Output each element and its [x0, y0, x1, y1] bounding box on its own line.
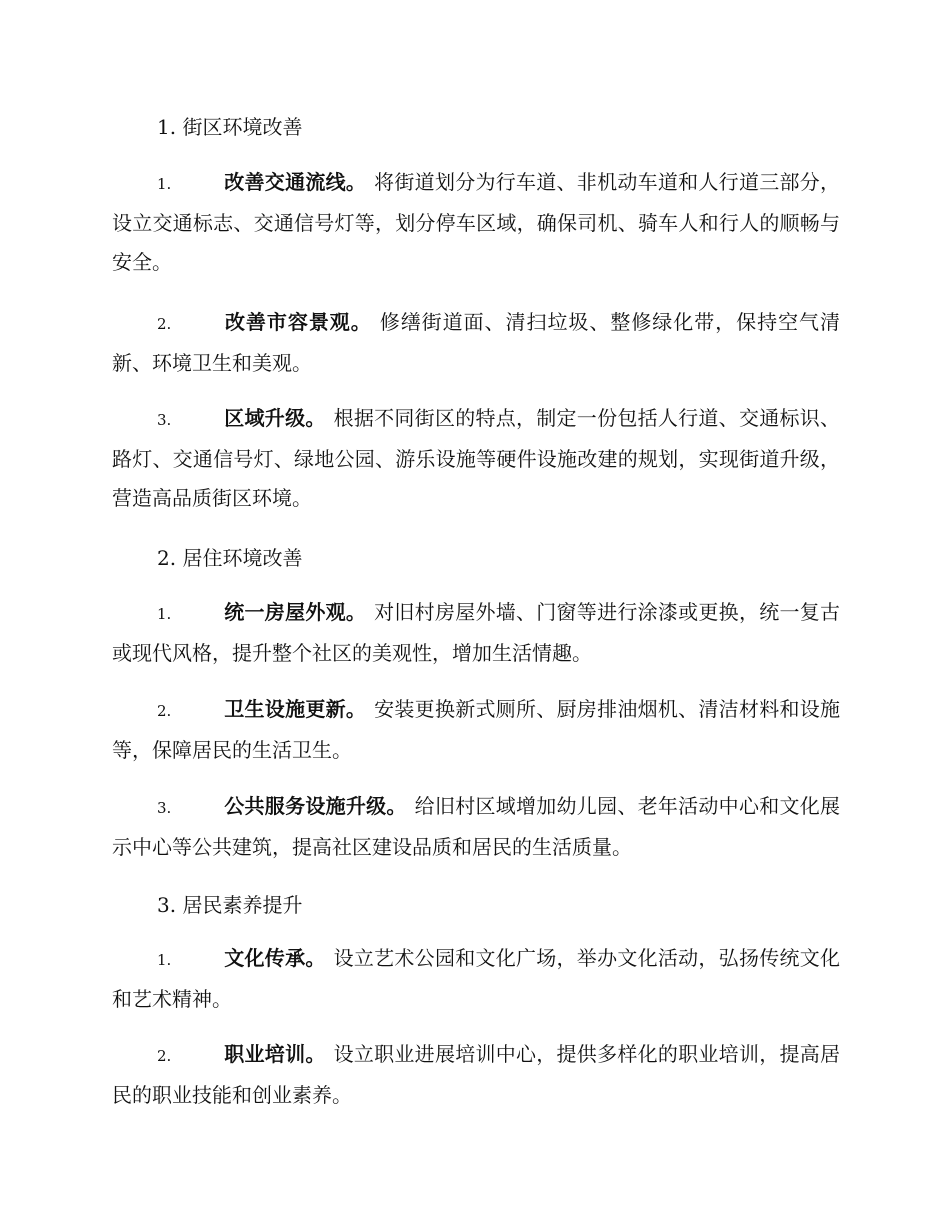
item-heading: 文化传承。: [224, 946, 326, 970]
item-body: 安装更换新式厕所、厨房排油烟机、清洁材料和设施等，保障居民的生活卫生。: [112, 697, 841, 762]
list-item: [112, 399, 840, 518]
item-body: 对旧村房屋外墙、门窗等进行涂漆或更换，统一复古或现代风格，提升整个社区的美观性，增加生活情趣。: [112, 600, 841, 665]
list-item: [112, 303, 840, 383]
item-heading: 职业培训。: [224, 1042, 326, 1066]
item-number: 1.: [157, 951, 172, 969]
item-number: 2.: [157, 315, 172, 333]
item-body: 将街道划分为行车道、非机动车道和人行道三部分，设立交通标志、交通信号灯等，划分停车区域，确保司机、骑车人和行人的顺畅与安全。: [112, 170, 841, 274]
item-body: 给旧村区域增加幼儿园、老年活动中心和文化展示中心等公共建筑，提高社区建设品质和居民的生活质量。: [112, 794, 841, 859]
item-heading: 统一房屋外观。: [224, 600, 367, 624]
section-title-1: 1. 街区环境改善: [157, 115, 303, 139]
item-number: 2.: [157, 702, 172, 720]
list-item: [112, 593, 840, 673]
item-number: 2.: [157, 1047, 172, 1065]
list-item: [112, 163, 840, 282]
item-number: 3.: [157, 411, 172, 429]
item-number: 1.: [157, 605, 172, 623]
item-heading: 公共服务设施升级。: [224, 794, 407, 818]
section-title-2: 2. 居住环境改善: [157, 546, 303, 570]
item-body: 设立职业进展培训中心，提供多样化的职业培训，提高居民的职业技能和创业素养。: [112, 1042, 841, 1107]
item-body: 根据不同街区的特点，制定一份包括人行道、交通标识、路灯、交通信号灯、绿地公园、游乐设施等硬件设施改建的规划，实现街道升级，营造高品质街区环境。: [112, 406, 841, 510]
item-heading: 改善市容景观。: [224, 310, 372, 334]
item-heading: 改善交通流线。: [224, 170, 367, 194]
item-number: 1.: [157, 175, 172, 193]
item-heading: 卫生设施更新。: [224, 697, 367, 721]
list-item: [112, 1035, 840, 1115]
item-body: 修缮街道面、清扫垃圾、整修绿化带，保持空气清新、环境卫生和美观。: [112, 310, 841, 375]
list-item: [112, 787, 840, 867]
item-heading: 区域升级。: [224, 406, 326, 430]
item-body: 设立艺术公园和文化广场，举办文化活动，弘扬传统文化和艺术精神。: [112, 946, 841, 1011]
list-item: [112, 690, 840, 770]
item-number: 3.: [157, 799, 172, 817]
section-title-3: 3. 居民素养提升: [157, 893, 303, 917]
list-item: [112, 939, 840, 1019]
